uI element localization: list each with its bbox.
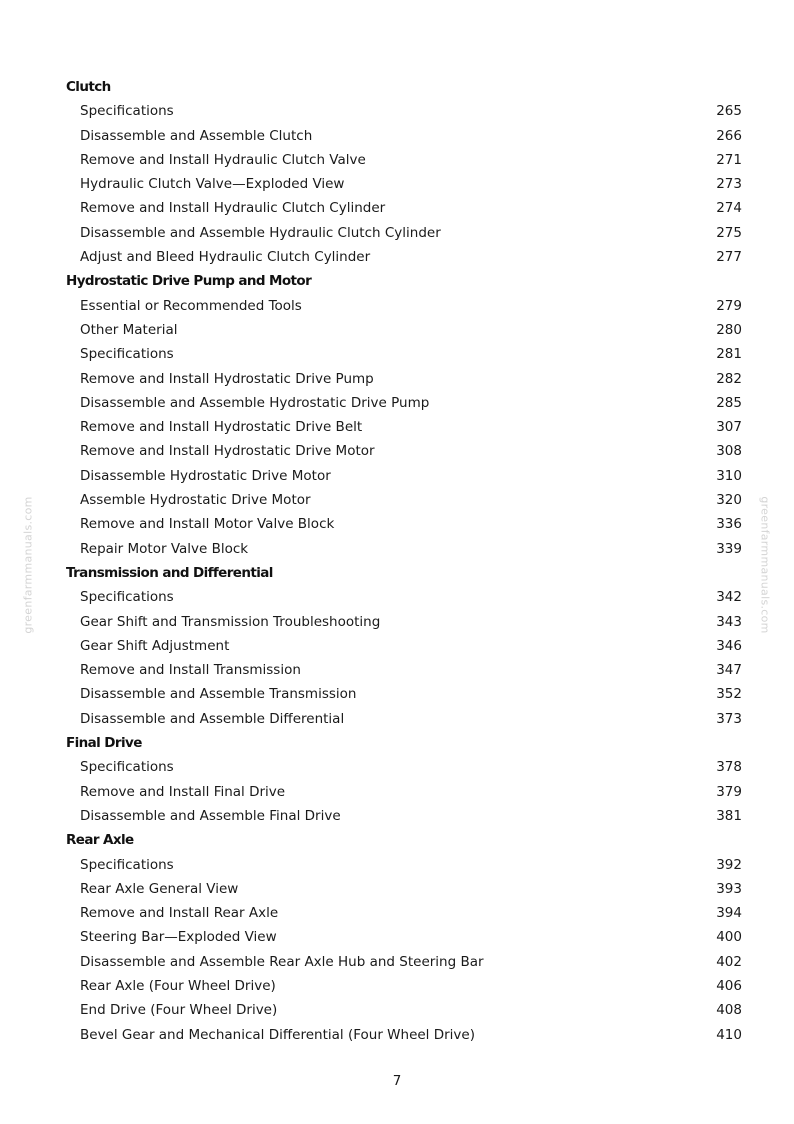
toc-entry-title: Disassemble and Assemble Hydrostatic Drive Pump bbox=[80, 394, 430, 411]
toc-entry-page: 394 bbox=[716, 905, 742, 922]
toc-entry-title: Remove and Install Hydrostatic Drive Belt bbox=[80, 419, 363, 436]
section-heading[interactable]: Rear Axle bbox=[66, 832, 134, 849]
toc-entry-title: Disassemble Hydrostatic Drive Motor bbox=[80, 467, 331, 484]
toc-entry-title: Steering Bar—Exploded View bbox=[80, 929, 277, 946]
toc-entry-page: 410 bbox=[716, 1026, 742, 1043]
section-heading[interactable]: Clutch bbox=[66, 79, 111, 95]
toc-entry-title: Remove and Install Motor Valve Block bbox=[80, 516, 335, 533]
toc-entry-page: 308 bbox=[716, 443, 742, 460]
toc-entry[interactable] bbox=[66, 464, 742, 488]
watermark-left: greenfarmmanuals.com bbox=[21, 496, 35, 634]
toc-entry-page: 381 bbox=[716, 807, 742, 824]
toc-entry[interactable] bbox=[66, 585, 742, 609]
toc-entry-title: Remove and Install Transmission bbox=[80, 662, 301, 679]
toc-entry-page: 271 bbox=[716, 151, 742, 168]
toc-entry[interactable] bbox=[66, 950, 742, 974]
toc-entry[interactable] bbox=[66, 755, 742, 779]
toc-entry[interactable] bbox=[66, 877, 742, 901]
toc-entry-page: 307 bbox=[716, 419, 742, 436]
toc-entry-title: Other Material bbox=[80, 321, 178, 338]
toc-entry[interactable] bbox=[66, 148, 742, 172]
toc-entry[interactable] bbox=[66, 998, 742, 1022]
toc-entry[interactable] bbox=[66, 537, 742, 561]
table-of-contents bbox=[66, 75, 742, 1047]
section-heading[interactable]: Final Drive bbox=[66, 735, 142, 752]
toc-entry-page: 342 bbox=[716, 589, 742, 606]
toc-entry-page: 310 bbox=[716, 467, 742, 484]
toc-entry-page: 408 bbox=[716, 1002, 742, 1019]
toc-entry-title: End Drive (Four Wheel Drive) bbox=[80, 1002, 278, 1019]
toc-entry-page: 346 bbox=[716, 637, 742, 654]
toc-entry-page: 352 bbox=[716, 686, 742, 703]
toc-entry[interactable] bbox=[66, 318, 742, 342]
toc-entry-title: Disassemble and Assemble Transmission bbox=[80, 686, 357, 703]
toc-entry-title: Remove and Install Hydrostatic Drive Pump bbox=[80, 370, 374, 387]
toc-entry-title: Repair Motor Valve Block bbox=[80, 540, 249, 557]
toc-entry-page: 406 bbox=[716, 977, 742, 994]
toc-entry-title: Hydraulic Clutch Valve—Exploded View bbox=[80, 176, 345, 193]
toc-entry-page: 402 bbox=[716, 953, 742, 970]
watermark-right: greenfarmmanuals.com bbox=[758, 496, 772, 634]
toc-entry[interactable] bbox=[66, 853, 742, 877]
toc-entry[interactable] bbox=[66, 196, 742, 220]
toc-entry-title: Rear Axle General View bbox=[80, 880, 239, 897]
toc-entry-title: Disassemble and Assemble Hydraulic Clutch Cylinder bbox=[80, 224, 441, 241]
toc-entry-title: Remove and Install Hydraulic Clutch Valve bbox=[80, 151, 366, 168]
toc-entry-page: 280 bbox=[716, 321, 742, 338]
toc-entry-title: Adjust and Bleed Hydraulic Clutch Cylinder bbox=[80, 249, 371, 266]
toc-entry[interactable] bbox=[66, 707, 742, 731]
toc-entry-title: Essential or Recommended Tools bbox=[80, 297, 302, 314]
toc-entry[interactable] bbox=[66, 780, 742, 804]
toc-entry[interactable] bbox=[66, 245, 742, 269]
toc-entry-page: 285 bbox=[716, 394, 742, 411]
toc-entry-page: 373 bbox=[716, 710, 742, 727]
toc-entry[interactable] bbox=[66, 294, 742, 318]
toc-entry-page: 347 bbox=[716, 662, 742, 679]
toc-entry-title: Remove and Install Rear Axle bbox=[80, 905, 279, 922]
toc-entry[interactable] bbox=[66, 682, 742, 706]
section-heading[interactable]: Hydrostatic Drive Pump and Motor bbox=[66, 273, 312, 290]
toc-entry[interactable] bbox=[66, 342, 742, 366]
section-heading[interactable]: Transmission and Differential bbox=[66, 564, 273, 581]
toc-entry[interactable] bbox=[66, 367, 742, 391]
toc-entry-page: 266 bbox=[716, 127, 742, 144]
toc-entry-page: 279 bbox=[716, 297, 742, 314]
toc-entry[interactable] bbox=[66, 512, 742, 536]
toc-entry-page: 320 bbox=[716, 492, 742, 509]
toc-entry-page: 265 bbox=[716, 103, 742, 120]
toc-entry[interactable] bbox=[66, 391, 742, 415]
toc-entry-page: 282 bbox=[716, 370, 742, 387]
toc-entry-page: 281 bbox=[716, 346, 742, 363]
toc-entry-page: 274 bbox=[716, 200, 742, 217]
toc-entry[interactable] bbox=[66, 124, 742, 148]
toc-entry-page: 392 bbox=[716, 856, 742, 873]
toc-entry-page: 273 bbox=[716, 176, 742, 193]
toc-entry[interactable] bbox=[66, 221, 742, 245]
toc-entry-title: Remove and Install Hydraulic Clutch Cylinder bbox=[80, 200, 386, 217]
toc-entry-page: 336 bbox=[716, 516, 742, 533]
toc-entry-title: Remove and Install Final Drive bbox=[80, 783, 286, 800]
toc-entry[interactable] bbox=[66, 1023, 742, 1047]
toc-entry-title: Gear Shift and Transmission Troubleshooting bbox=[80, 613, 381, 630]
toc-entry-title: Disassemble and Assemble Rear Axle Hub and Steering Bar bbox=[80, 953, 484, 970]
toc-entry-title: Specifications bbox=[80, 759, 174, 776]
toc-entry-page: 339 bbox=[716, 540, 742, 557]
toc-entry[interactable] bbox=[66, 901, 742, 925]
toc-entry-title: Disassemble and Assemble Final Drive bbox=[80, 807, 341, 824]
toc-entry-title: Rear Axle (Four Wheel Drive) bbox=[80, 977, 276, 994]
toc-entry[interactable] bbox=[66, 488, 742, 512]
toc-entry-page: 378 bbox=[716, 759, 742, 776]
toc-entry[interactable] bbox=[66, 974, 742, 998]
toc-entry-title: Gear Shift Adjustment bbox=[80, 637, 230, 654]
toc-entry[interactable] bbox=[66, 925, 742, 949]
toc-entry-title: Assemble Hydrostatic Drive Motor bbox=[80, 492, 311, 509]
toc-entry-title: Bevel Gear and Mechanical Differential (Four Wheel Drive) bbox=[80, 1026, 475, 1043]
toc-entry-title: Specifications bbox=[80, 589, 174, 606]
toc-entry-title: Disassemble and Assemble Clutch bbox=[80, 127, 313, 144]
toc-entry-page: 400 bbox=[716, 929, 742, 946]
toc-entry-page: 277 bbox=[716, 249, 742, 266]
toc-entry-page: 393 bbox=[716, 880, 742, 897]
toc-entry-page: 343 bbox=[716, 613, 742, 630]
toc-entry[interactable] bbox=[66, 658, 742, 682]
toc-entry[interactable] bbox=[66, 610, 742, 634]
page-number: 7 bbox=[392, 1073, 402, 1089]
toc-entry[interactable] bbox=[66, 99, 742, 123]
toc-entry-title: Disassemble and Assemble Differential bbox=[80, 710, 345, 727]
toc-entry-title: Specifications bbox=[80, 103, 174, 120]
toc-entry-title: Specifications bbox=[80, 346, 174, 363]
toc-entry-title: Remove and Install Hydrostatic Drive Motor bbox=[80, 443, 375, 460]
toc-entry[interactable] bbox=[66, 439, 742, 463]
toc-entry[interactable] bbox=[66, 634, 742, 658]
toc-entry[interactable] bbox=[66, 804, 742, 828]
toc-entry-page: 275 bbox=[716, 224, 742, 241]
toc-entry-title: Specifications bbox=[80, 856, 174, 873]
toc-entry[interactable] bbox=[66, 415, 742, 439]
toc-entry-page: 379 bbox=[716, 783, 742, 800]
toc-entry[interactable] bbox=[66, 172, 742, 196]
